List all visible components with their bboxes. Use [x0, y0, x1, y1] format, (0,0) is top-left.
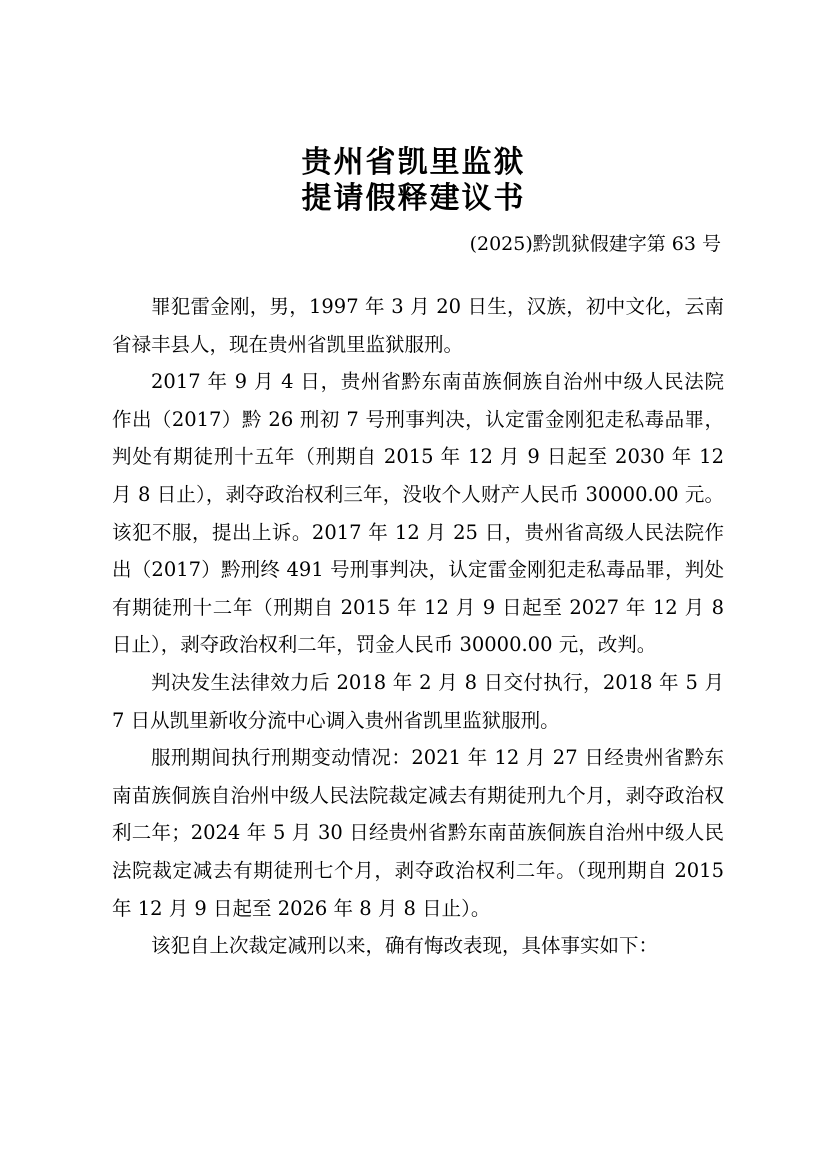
paragraph-judgment-history: 2017 年 9 月 4 日，贵州省黔东南苗族侗族自治州中级人民法院作出（2017）黔 26 刑初 7 号刑事判决，认定雷金刚犯走私毒品罪，判处有期徒刑十五年（刑期自 2015 年 12 月 9 日起至 2030 年 12 月 8 日止），剥夺政治权利三年，没收个人财产人民币 30000.00 元。该犯不服，提出上诉。2017 年 12 月 25 日，贵州省高级人民法院作出（2017）黔刑终 491 号刑事判决，认定雷金刚犯走私毒品罪，判处有期徒刑十二年（刑期自 2015 年 12 月 9 日起至 2027 年 12 月 8 日止），剥夺政治权利二年，罚金人民币 30000.00 元，改判。 — [112, 370, 724, 657]
document-number: (2025)黔凯狱假建字第 63 号 — [469, 233, 721, 255]
paragraph-repentance-intro: 该犯自上次裁定减刑以来，确有悔改表现，具体事实如下： — [151, 934, 659, 958]
document-title — [0, 145, 827, 217]
paragraph-criminal-info: 罪犯雷金刚，男，1997 年 3 月 20 日生，汉族，初中文化，云南省禄丰县人，现在贵州省凯里监狱服刑。 — [112, 295, 724, 356]
document-body — [112, 288, 724, 965]
title-line-2: 提请假释建议书 — [301, 181, 526, 216]
paragraph-sentence-changes: 服刑期间执行刑期变动情况：2021 年 12 月 27 日经贵州省黔东南苗族侗族自治州中级人民法院裁定减去有期徒刑九个月，剥夺政治权利二年；2024 年 5 月 30 日经贵州省黔东南苗族侗族自治州中级人民法院裁定减去有期徒刑七个月，剥夺政治权利二年。（现刑期自 2015 年 12 月 9 日起至 2026 年 8 月 8 日止）。 — [112, 746, 724, 920]
paragraph-execution: 判决发生法律效力后 2018 年 2 月 8 日交付执行，2018 年 5 月 7 日从凯里新收分流中心调入贵州省凯里监狱服刑。 — [112, 670, 724, 732]
title-line-1: 贵州省凯里监狱 — [301, 145, 526, 180]
